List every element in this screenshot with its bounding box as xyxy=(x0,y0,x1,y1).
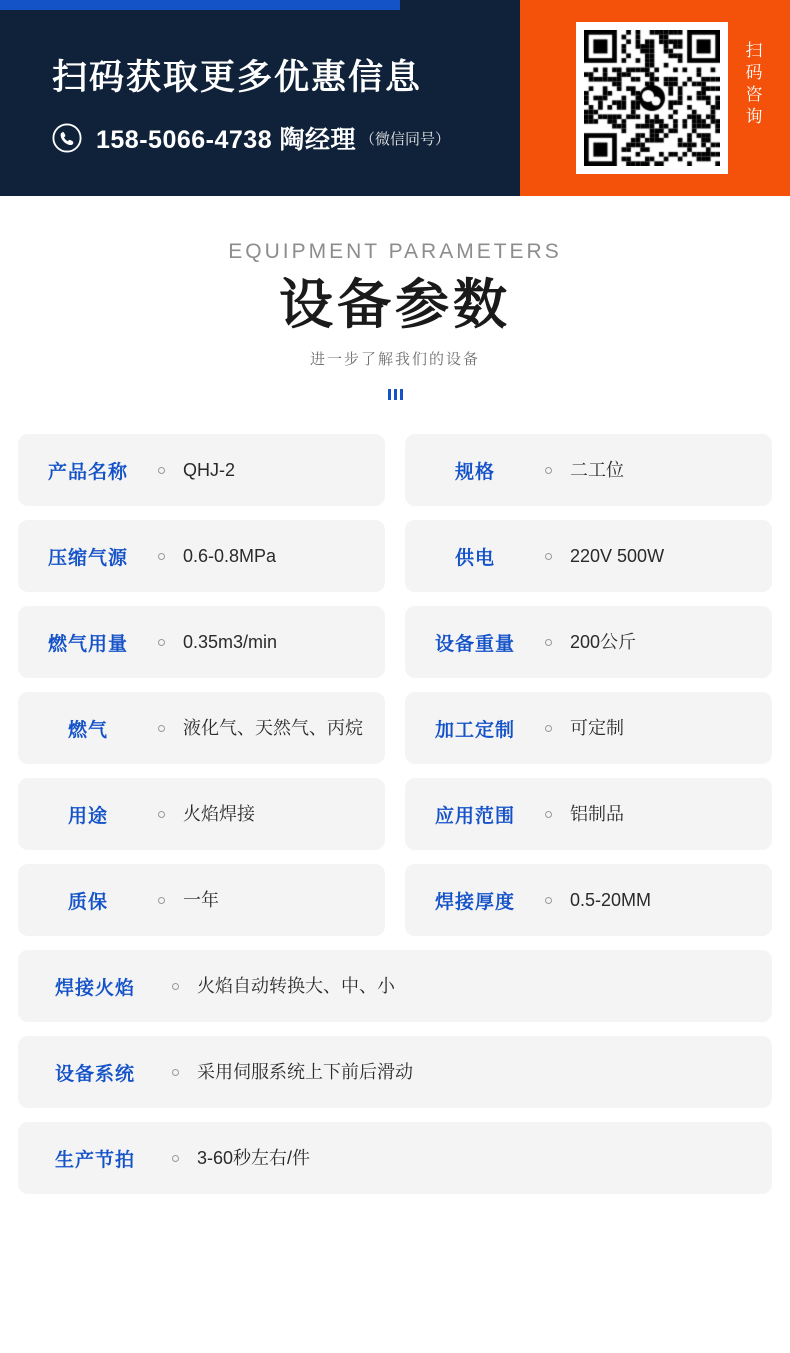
bullet-separator-icon xyxy=(545,553,552,560)
bullet-separator-icon xyxy=(172,1155,179,1162)
banner-phone-row xyxy=(52,120,450,156)
parameter-row xyxy=(18,778,385,850)
parameter-row xyxy=(405,520,772,592)
section-heading-en: EQUIPMENT PARAMETERS xyxy=(228,240,562,263)
banner-blue-strip xyxy=(0,0,400,10)
qr-code-canvas xyxy=(584,30,720,166)
parameter-label: 生产节拍 xyxy=(54,1149,135,1171)
parameter-value: 火焰焊接 xyxy=(183,804,255,825)
bullet-separator-icon xyxy=(172,983,179,990)
parameter-value: 0.6-0.8MPa xyxy=(183,546,277,567)
parameter-label: 应用范围 xyxy=(434,805,515,827)
bullet-separator-icon xyxy=(158,639,165,646)
bullet-separator-icon xyxy=(172,1069,179,1076)
bullet-separator-icon xyxy=(545,897,552,904)
parameter-row xyxy=(18,1036,772,1108)
parameter-value: 二工位 xyxy=(570,460,624,481)
bullet-separator-icon xyxy=(158,811,165,818)
parameter-row xyxy=(18,520,385,592)
bullet-separator-icon xyxy=(545,467,552,474)
parameter-label: 焊接火焰 xyxy=(54,977,135,999)
banner-phone-number: 158-5066-4738 陶经理 xyxy=(96,126,357,154)
bullet-separator-icon xyxy=(158,467,165,474)
banner-title: 扫码获取更多优惠信息 xyxy=(52,58,423,97)
parameter-label: 设备重量 xyxy=(434,633,515,655)
bullet-separator-icon xyxy=(545,811,552,818)
parameter-value: 火焰自动转换大、中、小 xyxy=(197,976,395,997)
parameter-label: 用途 xyxy=(67,805,108,827)
parameter-label: 加工定制 xyxy=(434,719,515,741)
parameter-grid xyxy=(18,434,772,1194)
parameter-row xyxy=(405,606,772,678)
parameter-label: 燃气 xyxy=(67,719,108,741)
parameter-value: 0.35m3/min xyxy=(183,632,278,653)
section-heading-cn: 设备参数 xyxy=(279,275,511,335)
qr-side-label: 扫码咨询 xyxy=(745,41,765,126)
parameter-row xyxy=(18,434,385,506)
parameter-value: 液化气、天然气、丙烷 xyxy=(183,718,363,739)
parameter-label: 燃气用量 xyxy=(47,633,128,655)
parameter-value: QHJ-2 xyxy=(183,460,236,481)
parameter-row xyxy=(405,434,772,506)
bullet-separator-icon xyxy=(545,725,552,732)
parameter-label: 质保 xyxy=(67,891,108,913)
parameter-label: 焊接厚度 xyxy=(434,891,515,913)
parameter-row xyxy=(405,692,772,764)
parameter-value: 一年 xyxy=(183,890,219,911)
parameter-row xyxy=(18,606,385,678)
banner-wechat-note: （微信同号） xyxy=(360,130,451,148)
bullet-separator-icon xyxy=(158,553,165,560)
bullet-separator-icon xyxy=(545,639,552,646)
bullet-separator-icon xyxy=(158,897,165,904)
qr-code[interactable] xyxy=(576,22,728,174)
parameter-label: 供电 xyxy=(454,547,495,569)
parameter-value: 可定制 xyxy=(570,718,624,739)
parameter-value: 铝制品 xyxy=(570,804,624,825)
parameter-value: 0.5-20MM xyxy=(570,890,652,911)
promo-banner xyxy=(0,0,790,196)
parameter-label: 产品名称 xyxy=(47,461,128,483)
parameter-row xyxy=(18,1122,772,1194)
section-subheading: 进一步了解我们的设备 xyxy=(309,351,480,369)
parameter-row xyxy=(18,692,385,764)
parameter-row xyxy=(405,778,772,850)
parameter-value: 3-60秒左右/件 xyxy=(197,1148,311,1169)
parameter-row xyxy=(18,950,772,1022)
parameter-label: 压缩气源 xyxy=(47,547,128,569)
parameter-value: 采用伺服系统上下前后滑动 xyxy=(197,1062,413,1083)
heading-decoration xyxy=(0,389,790,400)
parameter-label: 规格 xyxy=(454,461,495,483)
parameter-label: 设备系统 xyxy=(54,1063,135,1085)
bullet-separator-icon xyxy=(158,725,165,732)
parameter-value: 220V 500W xyxy=(570,546,665,567)
parameter-value: 200公斤 xyxy=(570,632,637,653)
parameter-row xyxy=(18,864,385,936)
section-heading xyxy=(0,196,790,400)
phone-icon xyxy=(52,123,82,153)
parameter-row xyxy=(405,864,772,936)
banner-text-block xyxy=(52,50,450,156)
